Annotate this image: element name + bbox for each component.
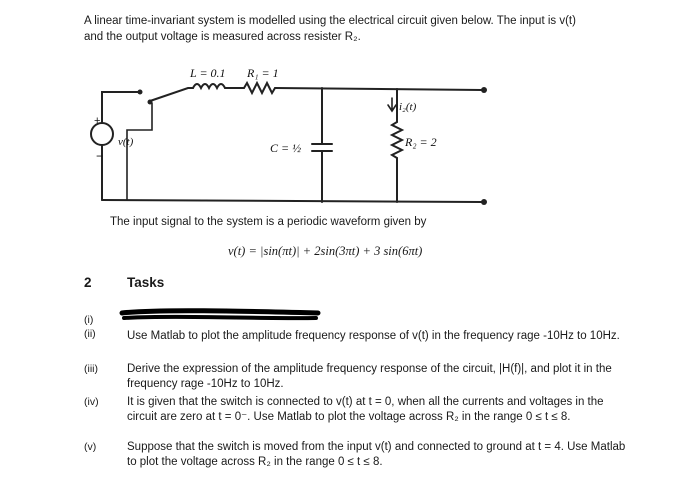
resistor2-label: R₂ = 2	[405, 135, 437, 149]
plus-sign: +	[94, 115, 101, 127]
circuit-diagram	[0, 0, 700, 215]
resistor1-label: R₁ = 1	[247, 66, 279, 80]
current-label: i₂(t)	[399, 101, 417, 113]
intro-line-2: and the output voltage is measured across resister R₂.	[84, 31, 361, 43]
resistor2-zigzag	[392, 122, 402, 158]
task-text-3: Derive the expression of the amplitude frequency response of the circuit, |H(f)|, and plot it in the frequency rage -10Hz to 10Hz.	[127, 363, 612, 390]
task-number-3: (iii)	[84, 363, 98, 375]
redaction-scribble	[118, 307, 323, 325]
task-text-5: Suppose that the switch is moved from the input v(t) and connected to ground at t = 4. Use Matlab to plot the voltage across R₂ in the range 0 ≤ t ≤ 8.	[127, 441, 626, 468]
top-wire-left	[150, 88, 193, 101]
signal-equation: v(t) = |sin(πt)| + 2sin(3πt) + 3 sin(6πt)	[228, 244, 423, 258]
section-number: 2	[84, 275, 92, 290]
task-number-2: (ii)	[84, 328, 96, 340]
task-text-4: It is given that the switch is connected to v(t) at t = 0, when all the currents and voltages in the circuit are zero at t = 0⁻. Use Matlab to plot the voltage across R₂ in the range 0 ≤ t ≤ 8.	[127, 396, 604, 423]
task-text-2: Use Matlab to plot the amplitude frequency response of v(t) in the frequency rage -10Hz to 10Hz.	[127, 330, 620, 342]
source-label: v(t)	[118, 136, 134, 148]
task-number-1: (i)	[84, 314, 94, 326]
top-rail	[275, 88, 482, 90]
current-arrow	[388, 98, 396, 111]
task-number-4: (iv)	[84, 396, 99, 408]
output-terminal-top	[481, 87, 487, 93]
source-wire-top	[102, 92, 138, 122]
inductor-label: L = 0.1	[190, 66, 226, 80]
intro-line-1: A linear time-invariant system is modelled using the electrical circuit given below. The input is v(t)	[84, 15, 576, 27]
task-number-5: (v)	[84, 441, 97, 453]
minus-sign: −	[96, 149, 104, 163]
switch-contact-top	[138, 90, 143, 95]
switch-pivot	[148, 100, 153, 105]
bottom-rail	[102, 200, 482, 202]
signal-intro-text: The input signal to the system is a periodic waveform given by	[110, 216, 427, 228]
resistor1-zigzag	[244, 83, 275, 93]
section-title: Tasks	[127, 275, 165, 290]
output-terminal-bottom	[481, 199, 487, 205]
capacitor-label: C = ½	[270, 141, 302, 155]
switch-ground-wire	[127, 103, 152, 200]
inductor-coil	[193, 84, 225, 88]
